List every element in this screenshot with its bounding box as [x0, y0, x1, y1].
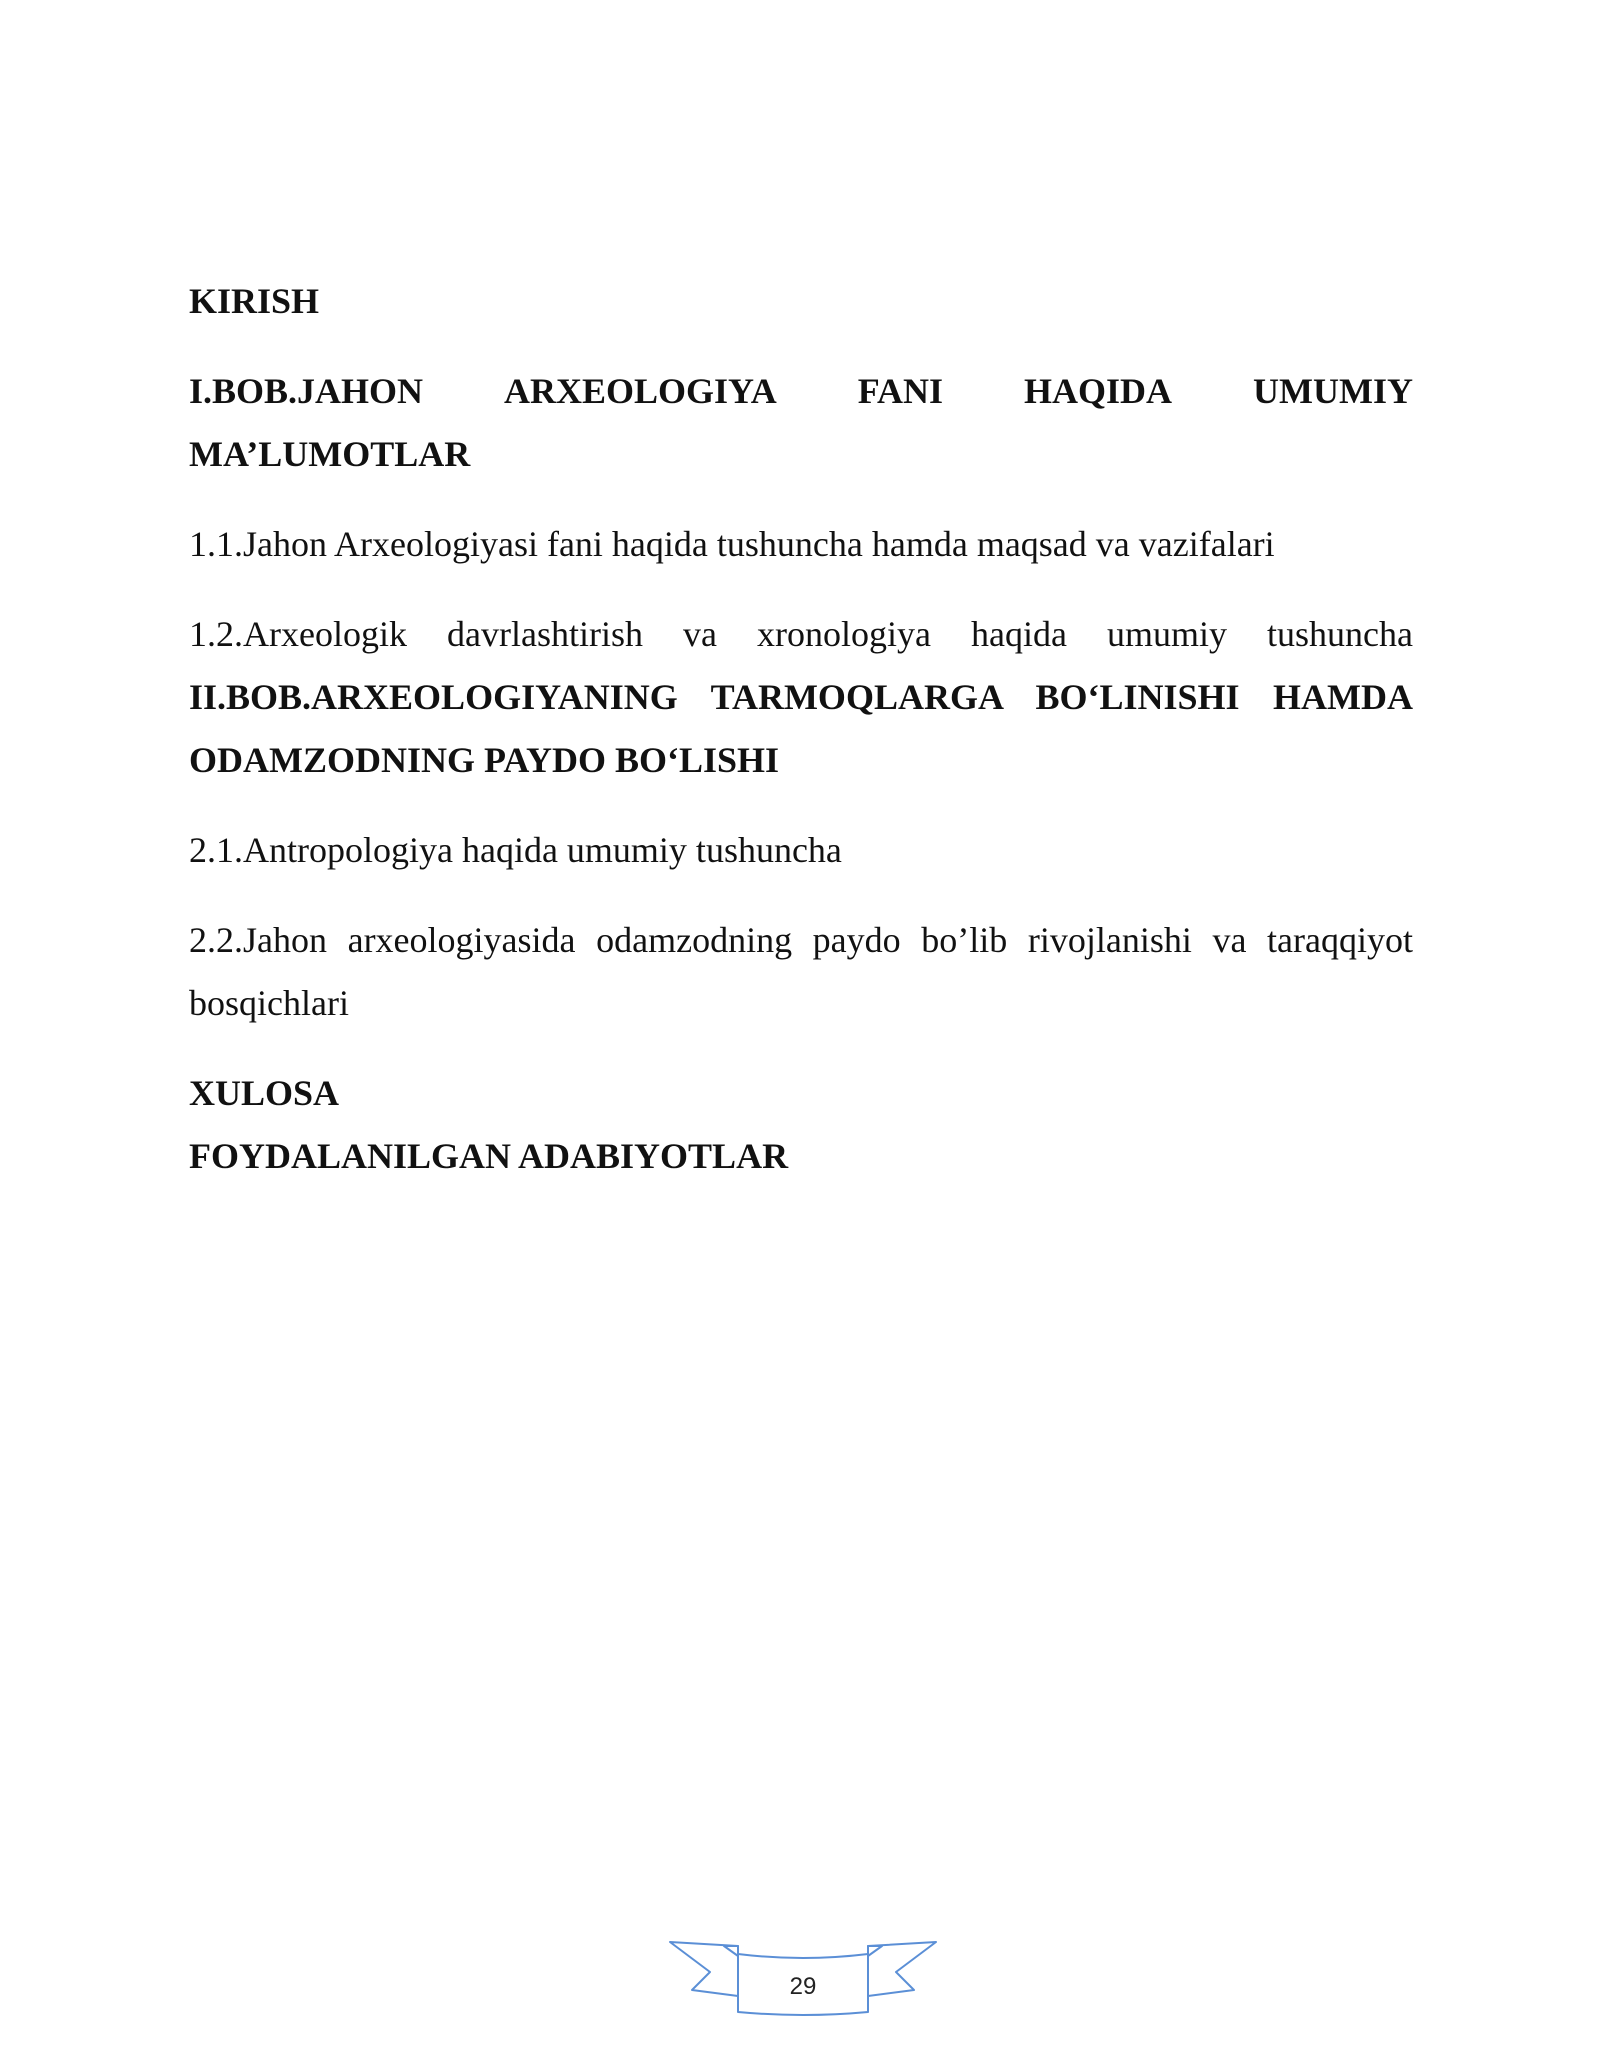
toc-chapter-1-title-cont: MA’LUMOTLAR: [189, 434, 471, 474]
page-number: 29: [789, 1973, 817, 2000]
toc-chapter-2-title: II.BOB.ARXEOLOGIYANING TARMOQLARGA BO‘LINISHI HAMDA: [189, 677, 1413, 717]
toc-chapter-1-word: ARXEOLOGIYA: [504, 371, 777, 411]
toc-chapter-1-word: FANI: [857, 371, 944, 411]
toc-section-2-2: 2.2.Jahon arxeologiyasida odamzodning paydo bo’lib rivojlanishi va taraqqiyot: [189, 920, 1413, 960]
page-number-ribbon: [668, 1938, 938, 2018]
toc-section-1-2: 1.2.Arxeologik davrlashtirish va xronologiya haqida umumiy tushuncha: [189, 614, 1413, 654]
toc-kirish: KIRISH: [189, 281, 320, 321]
toc-adabiyotlar: FOYDALANILGAN ADABIYOTLAR: [189, 1136, 789, 1176]
toc-section-2-1: 2.1.Antropologiya haqida umumiy tushuncha: [189, 830, 842, 870]
toc-chapter-1-word: I.BOB.JAHON: [189, 371, 424, 411]
toc-xulosa: XULOSA: [189, 1073, 340, 1113]
toc-chapter-1-word: UMUMIY: [1253, 371, 1413, 411]
toc-chapter-2-title-cont: ODAMZODNING PAYDO BO‘LISHI: [189, 740, 780, 780]
toc-chapter-1-title: [189, 360, 1413, 423]
toc-section-1-1: 1.1.Jahon Arxeologiyasi fani haqida tushuncha hamda maqsad va vazifalari: [189, 524, 1275, 564]
toc-chapter-1-word: HAQIDA: [1024, 371, 1173, 411]
table-of-contents: [189, 270, 1413, 1188]
toc-section-2-2-cont: bosqichlari: [189, 983, 349, 1023]
